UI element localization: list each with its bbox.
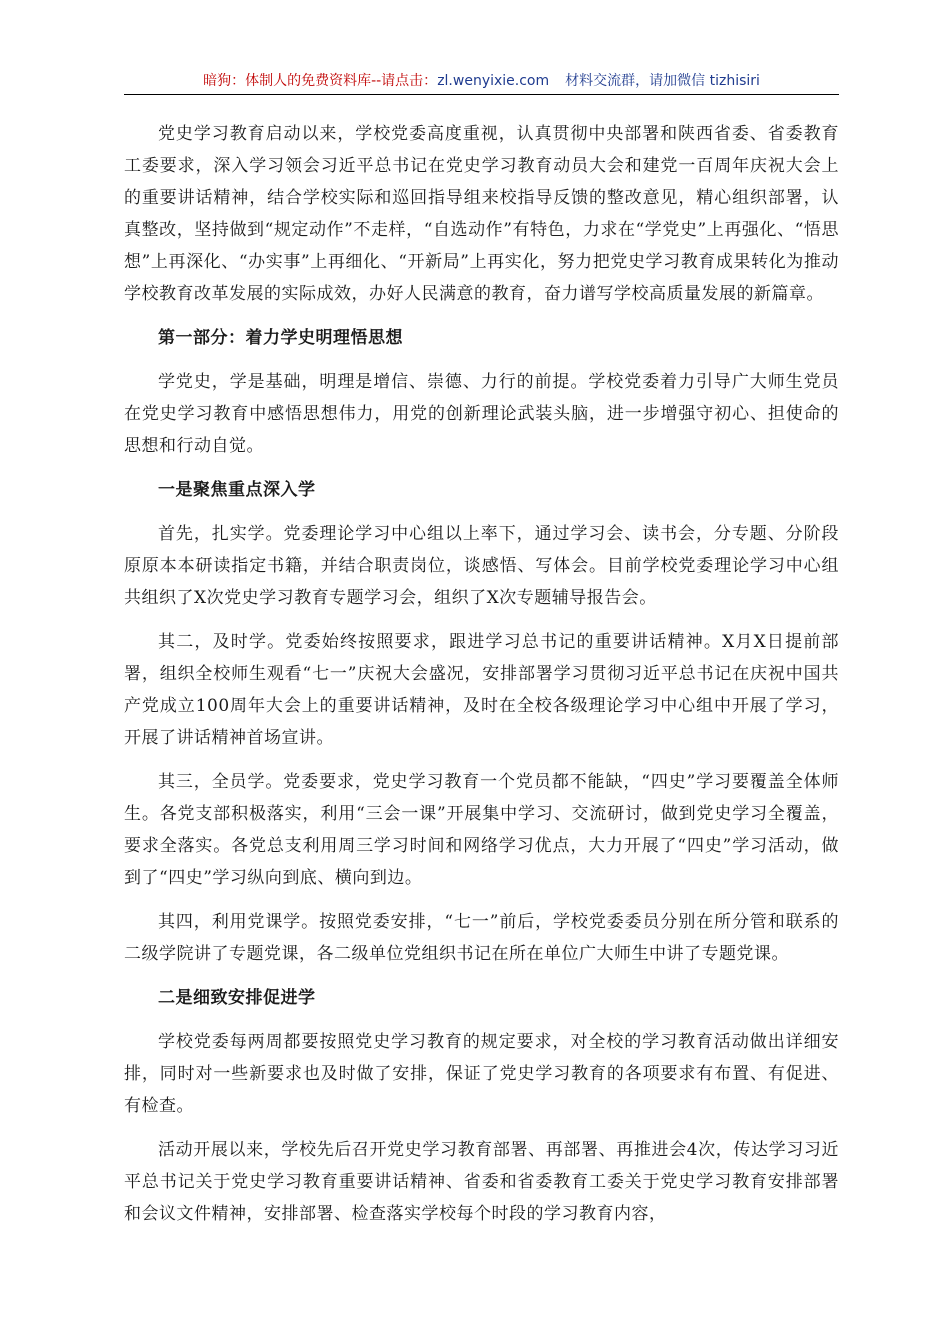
section2-paragraph-2: 活动开展以来，学校先后召开党史学习教育部署、再部署、再推进会4次，传达学习习近平总书记关于党史学习教育重要讲话精神、省委和省委教育工委关于党史学习教育安排部署和会议文件精神，安排部署、检查落实学校每个时段的学习教育内容， bbox=[124, 1140, 839, 1224]
section1-paragraph-3: 其三，全员学。党委要求，党史学习教育一个党员都不能缺，“四史”学习要覆盖全体师生。各党支部积极落实，利用“三会一课”开展集中学习、交流研讨，做到党史学习全覆盖，要求全落实。各党总支利用周三学习时间和网络学习优点，大力开展了“四史”学习活动，做到了“四史”学习纵向到底、横向到边。 bbox=[124, 772, 839, 888]
section1-paragraph-1: 首先，扎实学。党委理论学习中心组以上率下，通过学习会、读书会，分专题、分阶段原原本本研读指定书籍，并结合职责岗位，谈感悟、写体会。目前学校党委理论学习中心组共组织了X次党史学习教育专题学习会，组织了X次专题辅导报告会。 bbox=[124, 524, 839, 608]
header-brand: 暗狗：体制人的免费资料库 bbox=[203, 73, 372, 89]
header-contact: 材料交流群，请加微信 tizhisiri bbox=[565, 73, 760, 89]
intro-paragraph: 党史学习教育启动以来，学校党委高度重视，认真贯彻中央部署和陕西省委、省委教育工委要求，深入学习领会习近平总书记在党史学习教育动员大会和建党一百周年庆祝大会上的重要讲话精神，结合学校实际和巡回指导组来校指导反馈的整改意见，精心组织部署，认真整改，坚持做到“规定动作”不走样，“自选动作”有特色，力求在“学党史”上再强化、“悟思想”上再深化、“办实事”上再细化、“开新局”上再实化，努力把党史学习教育成果转化为推动学校教育改革发展的实际成效，办好人民满意的教育，奋力谱写学校高质量发展的新篇章。 bbox=[124, 124, 839, 304]
document-body bbox=[124, 118, 839, 1242]
header-divider bbox=[124, 94, 839, 95]
header-prompt: --请点击： bbox=[371, 73, 438, 89]
section1-paragraph-4: 其四，利用党课学。按照党委安排，“七一”前后，学校党委委员分别在所分管和联系的二级学院讲了专题党课，各二级单位党组织书记在所在单位广大师生中讲了专题党课。 bbox=[124, 912, 839, 964]
section1-paragraph-2: 其二，及时学。党委始终按照要求，跟进学习总书记的重要讲话精神。X月X日提前部署，组织全校师生观看“七一”庆祝大会盛况，安排部署学习贯彻习近平总书记在庆祝中国共产党成立100周年大会上的重要讲话精神，及时在全校各级理论学习中心组中开展了学习，开展了讲话精神首场宣讲。 bbox=[124, 632, 839, 748]
section2-paragraph-1: 学校党委每两周都要按照党史学习教育的规定要求，对全校的学习教育活动做出详细安排，同时对一些新要求也及时做了安排，保证了党史学习教育的各项要求有布置、有促进、有检查。 bbox=[124, 1032, 839, 1116]
part1-intro-paragraph: 学党史，学是基础，明理是增信、崇德、力行的前提。学校党委着力引导广大师生党员在党史学习教育中感悟思想伟力，用党的创新理论武装头脑，进一步增强守初心、担使命的思想和行动自觉。 bbox=[124, 372, 839, 456]
header-url-link[interactable]: zl.wenyixie.com bbox=[437, 73, 550, 89]
part1-heading: 第一部分：着力学史明理悟思想 bbox=[158, 328, 403, 348]
section1-heading: 一是聚焦重点深入学 bbox=[158, 480, 316, 500]
section2-heading: 二是细致安排促进学 bbox=[158, 988, 316, 1008]
page-header bbox=[124, 70, 839, 92]
